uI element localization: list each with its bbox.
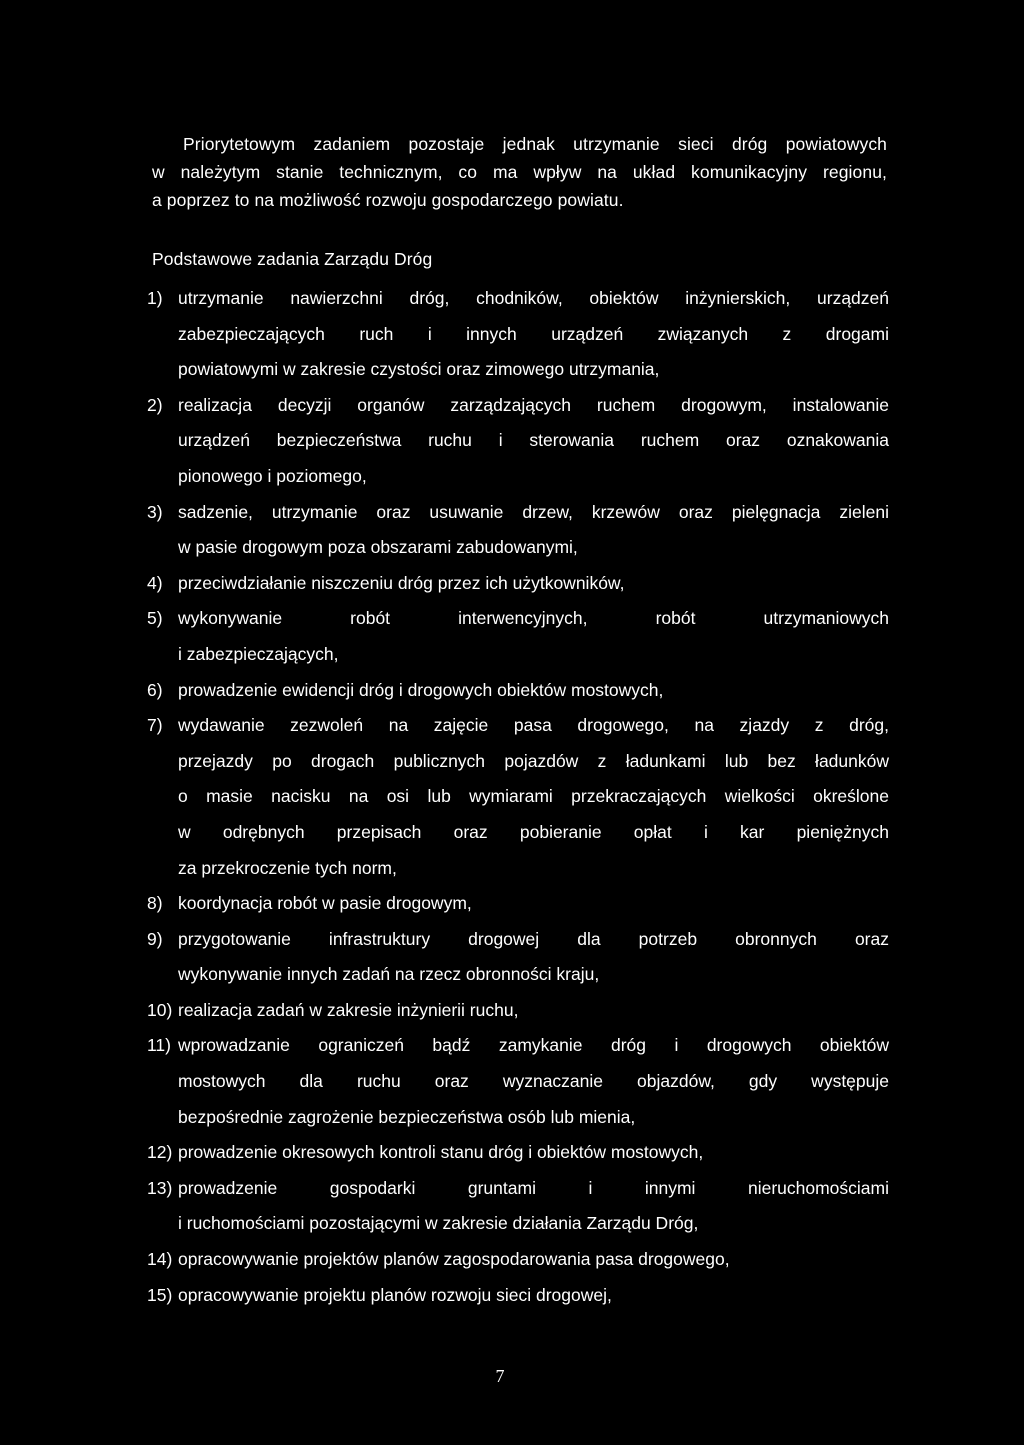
task-item: [147, 673, 889, 709]
task-line: utrzymanie nawierzchni dróg, chodników, obiektów inżynierskich, urządzeń: [178, 288, 889, 308]
task-line: za przekroczenie tych norm,: [178, 857, 397, 878]
task-item: [147, 601, 889, 672]
task-number: 6): [147, 679, 163, 700]
intro-line: Priorytetowym zadaniem pozostaje jednak utrzymanie sieci dróg powiatowych: [183, 134, 887, 154]
task-number: 1): [147, 288, 163, 308]
task-item: [147, 922, 889, 993]
task-line: powiatowymi w zakresie czystości oraz zimowego utrzymania,: [178, 359, 660, 380]
task-number: 10): [147, 999, 173, 1020]
task-line: realizacja zadań w zakresie inżynierii ruchu,: [178, 999, 519, 1020]
task-line: i zabezpieczających,: [178, 643, 339, 664]
task-item: [147, 1028, 889, 1135]
task-list: [147, 281, 889, 1313]
task-line: pionowego i poziomego,: [178, 465, 367, 486]
task-item: [147, 886, 889, 922]
task-number: 5): [147, 608, 163, 629]
task-number: 11): [147, 1035, 171, 1056]
task-line: wykonywanie robót interwencyjnych, robót utrzymaniowych: [178, 608, 889, 629]
task-line: o masie nacisku na osi lub wymiarami przekraczających wielkości określone: [178, 786, 889, 807]
task-number: 14): [147, 1249, 173, 1270]
section-heading: Podstawowe zadania Zarządu Dróg: [152, 249, 433, 269]
task-item: [147, 1278, 889, 1314]
task-line: mostowych dla ruchu oraz wyznaczanie objazdów, gdy występuje: [178, 1071, 889, 1092]
task-number: 7): [147, 715, 163, 736]
task-line: prowadzenie ewidencji dróg i drogowych obiektów mostowych,: [178, 679, 664, 700]
task-line: koordynacja robót w pasie drogowym,: [178, 893, 472, 914]
task-line: sadzenie, utrzymanie oraz usuwanie drzew, krzewów oraz pielęgnacja zieleni: [178, 501, 889, 522]
task-line: wykonywanie innych zadań na rzecz obronności kraju,: [178, 964, 600, 985]
task-item: [147, 708, 889, 886]
task-number: 12): [147, 1142, 173, 1163]
task-number: 2): [147, 394, 163, 415]
task-item: [147, 495, 889, 566]
task-item: [147, 993, 889, 1029]
task-line: realizacja decyzji organów zarządzających ruchem drogowym, instalowanie: [178, 394, 889, 415]
task-line: przejazdy po drogach publicznych pojazdów z ładunkami lub bez ładunków: [178, 750, 889, 771]
task-line: opracowywanie projektu planów rozwoju sieci drogowej,: [178, 1284, 612, 1305]
task-line: i ruchomościami pozostającymi w zakresie działania Zarządu Dróg,: [178, 1213, 699, 1234]
task-item: [147, 1242, 889, 1278]
task-number: 8): [147, 893, 163, 914]
task-number: 4): [147, 572, 163, 593]
task-number: 15): [147, 1284, 173, 1305]
task-item: [147, 388, 889, 495]
intro-line: w należytym stanie technicznym, co ma wpływ na układ komunikacyjny regionu,: [152, 162, 887, 182]
task-line: wydawanie zezwoleń na zajęcie pasa drogowego, na zjazdy z dróg,: [178, 715, 889, 736]
task-line: wprowadzanie ograniczeń bądź zamykanie dróg i drogowych obiektów: [178, 1035, 889, 1056]
task-item: [147, 1135, 889, 1171]
task-line: w pasie drogowym poza obszarami zabudowanymi,: [178, 537, 578, 558]
task-line: bezpośrednie zagrożenie bezpieczeństwa osób lub mienia,: [178, 1106, 636, 1127]
task-item: [147, 281, 889, 388]
intro-paragraph: [152, 130, 887, 214]
task-number: 3): [147, 501, 163, 522]
task-line: urządzeń bezpieczeństwa ruchu i sterowania ruchem oraz oznakowania: [178, 430, 889, 451]
task-line: przygotowanie infrastruktury drogowej dla potrzeb obronnych oraz: [178, 928, 889, 949]
intro-line: a poprzez to na możliwość rozwoju gospodarczego powiatu.: [152, 190, 624, 210]
task-number: 13): [147, 1177, 173, 1198]
task-item: [147, 566, 889, 602]
task-line: prowadzenie okresowych kontroli stanu dróg i obiektów mostowych,: [178, 1142, 704, 1163]
task-line: przeciwdziałanie niszczeniu dróg przez ich użytkowników,: [178, 572, 625, 593]
task-line: w odrębnych przepisach oraz pobieranie opłat i kar pieniężnych: [178, 821, 889, 842]
task-number: 9): [147, 928, 163, 949]
task-line: zabezpieczających ruch i innych urządzeń związanych z drogami: [178, 323, 889, 344]
task-line: opracowywanie projektów planów zagospodarowania pasa drogowego,: [178, 1249, 730, 1270]
task-line: prowadzenie gospodarki gruntami i innymi nieruchomościami: [178, 1177, 889, 1198]
task-item: [147, 1171, 889, 1242]
page-number: 7: [495, 1366, 505, 1386]
